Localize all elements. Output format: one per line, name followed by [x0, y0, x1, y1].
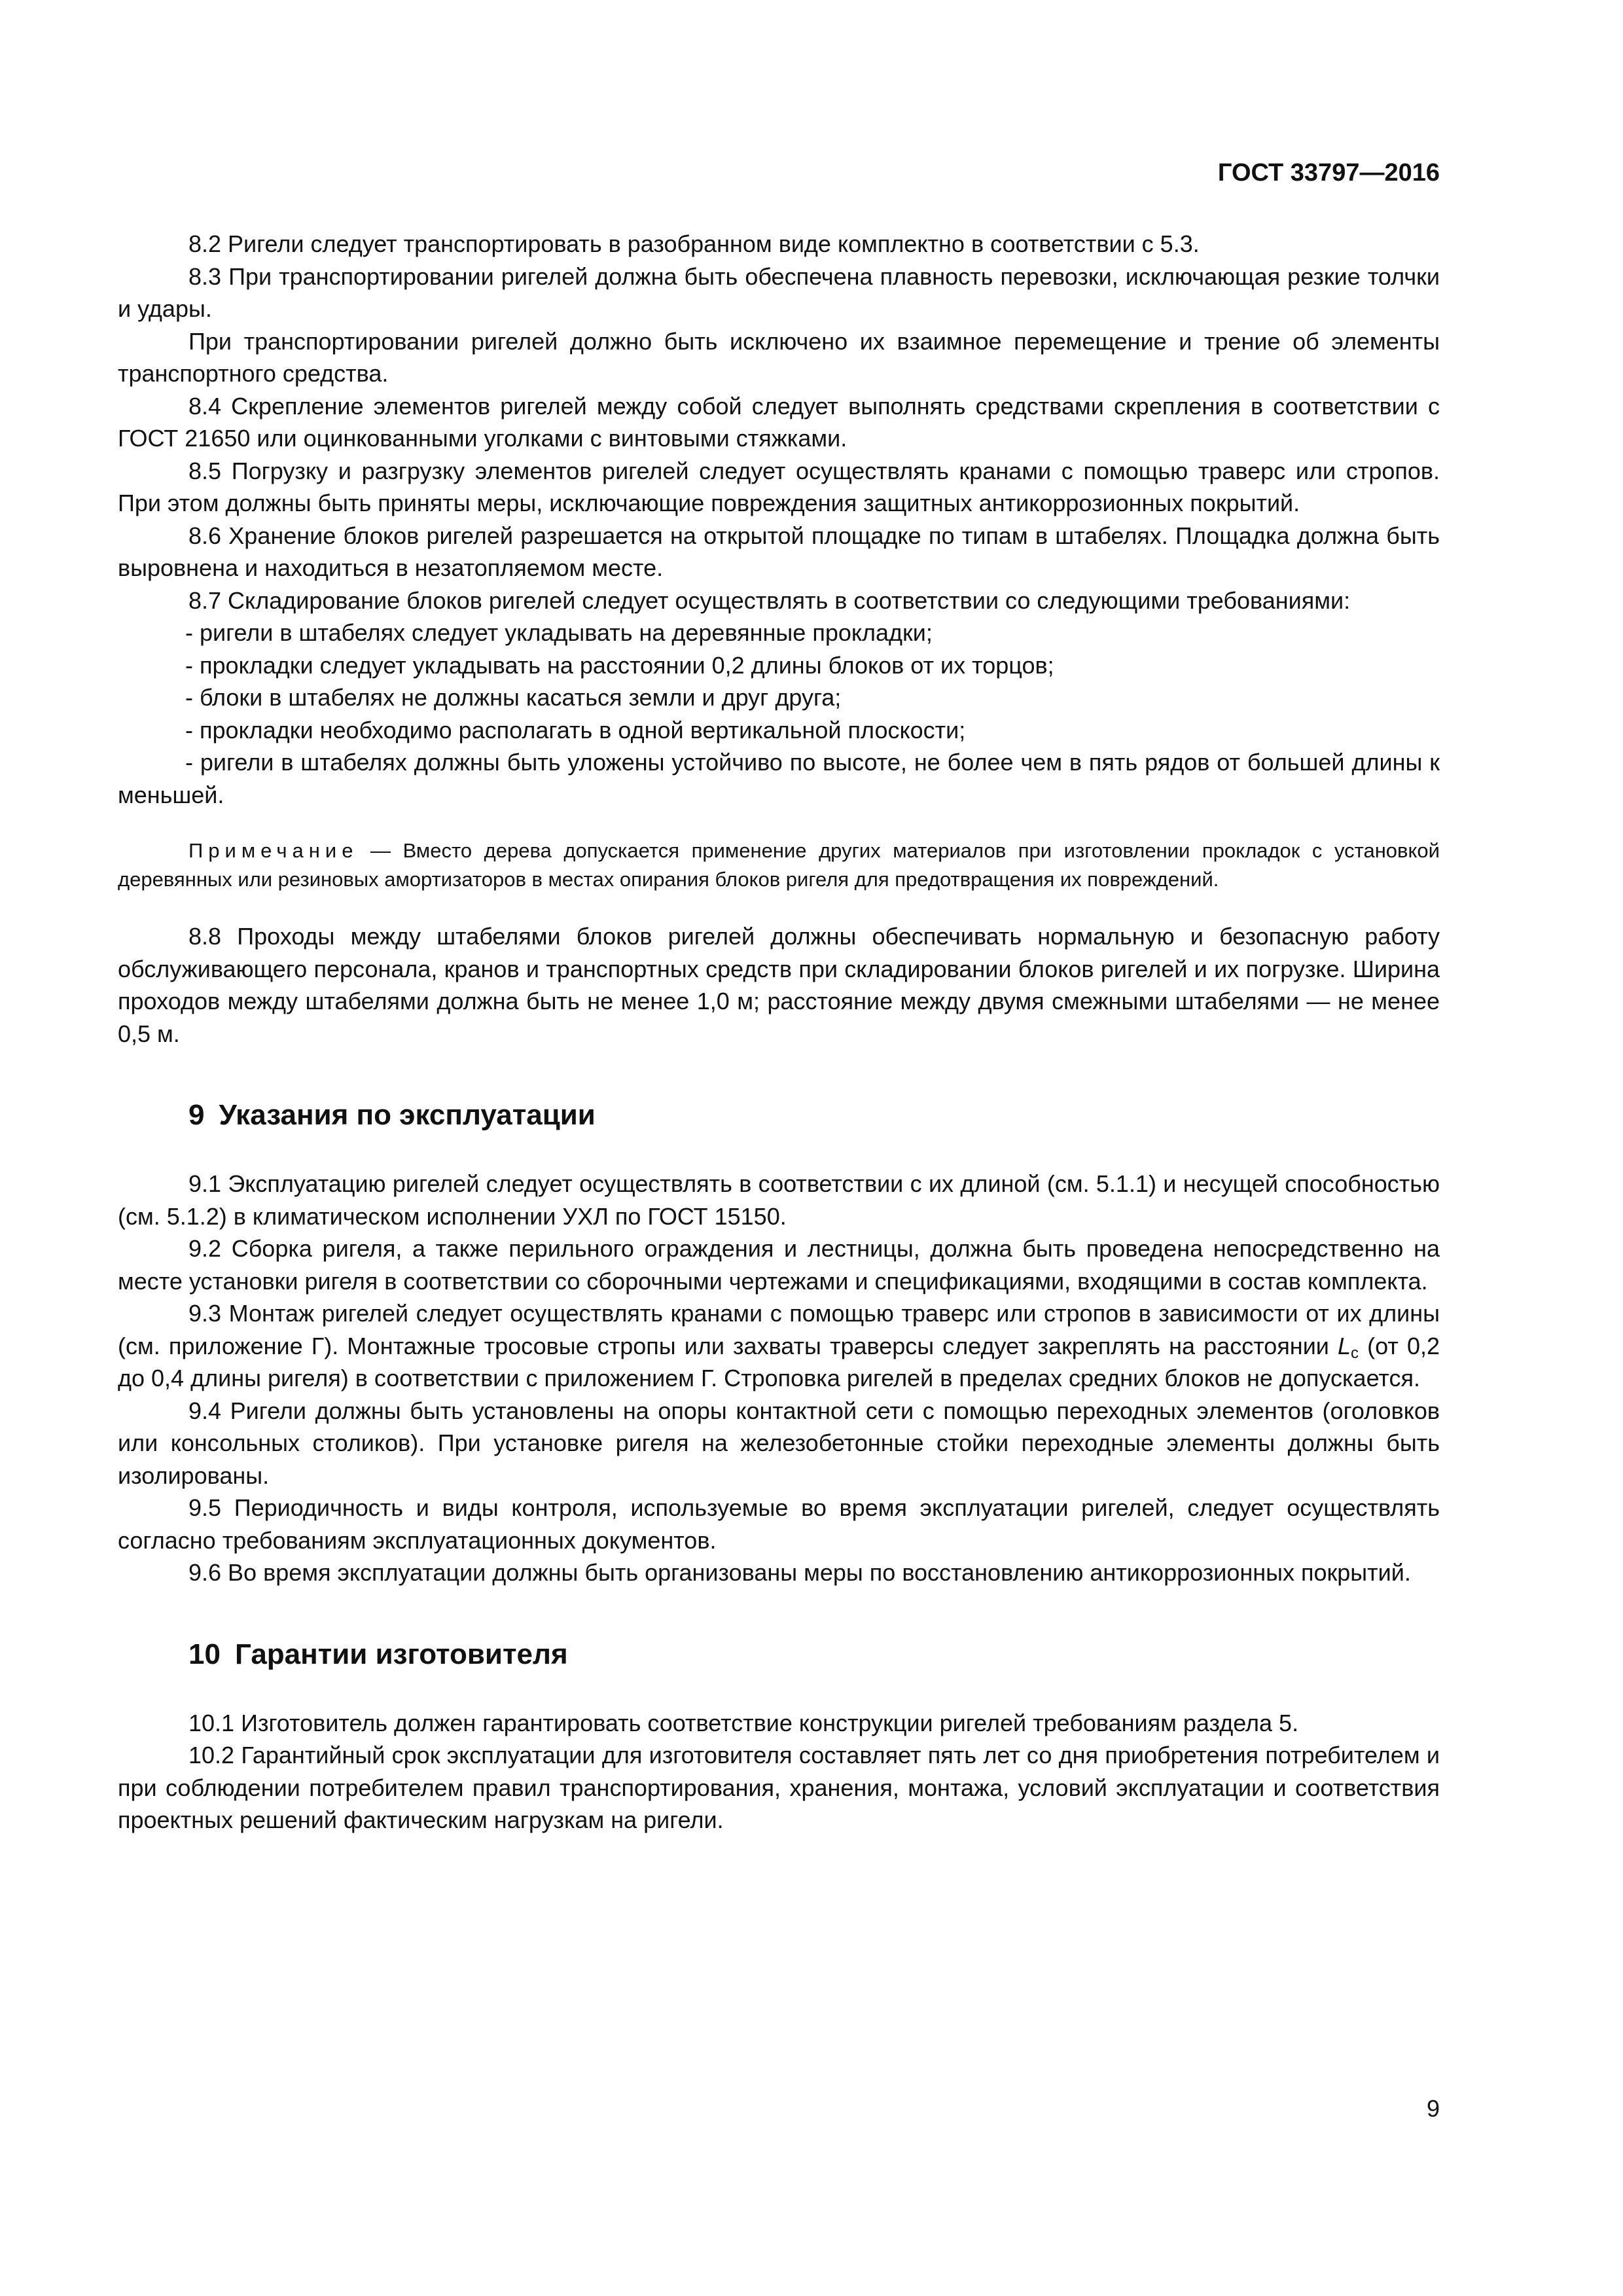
- paragraph-9-1: 9.1 Эксплуатацию ригелей следует осуществлять в соответствии с их длиной (см. 5.1.1) и несущей способностью (см. 5.1.2) в климатическом исполнении УХЛ по ГОСТ 15150.: [118, 1170, 1440, 1230]
- lc-symbol-letter: L: [1338, 1332, 1351, 1359]
- section-10-heading: [188, 1636, 1440, 1673]
- list-item: - блоки в штабелях не должны касаться земли и друг друга;: [185, 684, 842, 711]
- paragraph-8-2: 8.2 Ригели следует транспортировать в разобранном виде комплектно в соответствии с 5.3.: [188, 230, 1200, 257]
- note-paragraph: [118, 836, 1440, 894]
- document-page: [118, 157, 1440, 2238]
- paragraph-9-3-part-1: 9.3 Монтаж ригелей следует осуществлять кранами с помощью траверс или стропов в зависимости от их длины (см. приложение Г). Монтажные тросовые стропы или захваты траверсы следует закреплять на расстоянии: [118, 1300, 1440, 1359]
- lc-symbol: [1338, 1332, 1359, 1362]
- paragraph-9-4: 9.4 Ригели должны быть установлены на опоры контактной сети с помощью переходных элементов (оголовков или консольных столиков). При установке ригеля на железобетонные стойки переходные элементы должны быть изолированы.: [118, 1397, 1440, 1489]
- section-10-title: Гарантии изготовителя: [234, 1638, 568, 1670]
- list-item: - прокладки следует укладывать на расстоянии 0,2 длины блоков от их торцов;: [185, 651, 1054, 679]
- paragraph-8-7: 8.7 Складирование блоков ригелей следует осуществлять в соответствии со следующими требованиями:: [188, 586, 1351, 614]
- document-number-header: ГОСТ 33797—2016: [1217, 159, 1440, 187]
- paragraph-10-2: 10.2 Гарантийный срок эксплуатации для изготовителя составляет пять лет со дня приобретения потребителем и при соблюдении потребителем правил транспортирования, хранения, монтажа, условий эксплуатации и соответствия проектных решений фактическим нагрузкам на ригели.: [118, 1742, 1440, 1833]
- paragraph-9-3-part-2: (от 0,2 до 0,4 длины ригеля) в соответствии с приложением Г. Строповка ригелей в пределах средних блоков не допускается.: [118, 1332, 1440, 1391]
- section-9-number: 9: [188, 1099, 205, 1131]
- paragraph-9-6: 9.6 Во время эксплуатации должны быть организованы меры по восстановлению антикоррозионных покрытий.: [188, 1559, 1411, 1586]
- lc-symbol-subscript: c: [1351, 1344, 1359, 1362]
- paragraph-8-5: 8.5 Погрузку и разгрузку элементов ригелей следует осуществлять кранами с помощью траверс или стропов. При этом должны быть приняты меры, исключающие повреждения защитных антикоррозионных покрытий.: [118, 457, 1440, 516]
- paragraph-8-3: 8.3 При транспортировании ригелей должна быть обеспечена плавность перевозки, исключающая резкие толчки и удары.: [118, 262, 1440, 322]
- paragraph-10-1: 10.1 Изготовитель должен гарантировать соответствие конструкции ригелей требованиям раздела 5.: [188, 1709, 1299, 1736]
- paragraph-8-3-continued: При транспортировании ригелей должно быть исключено их взаимное перемещение и трение об элементы транспортного средства.: [118, 327, 1440, 387]
- list-item: - ригели в штабелях должны быть уложены устойчиво по высоте, не более чем в пять рядов от большей длины к меньшей.: [118, 749, 1440, 808]
- paragraph-8-6: 8.6 Хранение блоков ригелей разрешается на открытой площадке по типам в штабелях. Площадка должна быть выровнена и находиться в незатопляемом месте.: [118, 522, 1440, 581]
- paragraph-9-3: [118, 1297, 1440, 1395]
- note-text: — Вместо дерева допускается применение других материалов при изготовлении прокладок с установкой деревянных или резиновых амортизаторов в местах опирания блоков ригеля для предотвращения их повреждений.: [118, 839, 1440, 891]
- paragraph-9-5: 9.5 Периодичность и виды контроля, используемые во время эксплуатации ригелей, следует осуществлять согласно требованиям эксплуатационных документов.: [118, 1494, 1440, 1554]
- note-label: Примечание: [188, 839, 359, 862]
- section-9-heading: [188, 1097, 1440, 1134]
- section-9-title: Указания по эксплуатации: [219, 1099, 596, 1131]
- list-item: - прокладки необходимо располагать в одной вертикальной плоскости;: [185, 716, 966, 744]
- paragraph-8-4: 8.4 Скрепление элементов ригелей между собой следует выполнять средствами скрепления в соответствии с ГОСТ 21650 или оцинкованными уголками с винтовыми стяжками.: [118, 392, 1440, 452]
- page-number: 9: [1426, 2095, 1440, 2122]
- paragraph-8-8: 8.8 Проходы между штабелями блоков ригелей должны обеспечивать нормальную и безопасную работу обслуживающего персонала, кранов и транспортных средств при складировании блоков ригелей и их погрузке. Ширина проходов между штабелями должна быть не менее 1,0 м; расстояние между двумя смежными штабелями — не менее 0,5 м.: [118, 923, 1440, 1047]
- section-10-number: 10: [188, 1638, 221, 1670]
- page-content: [118, 228, 1440, 1837]
- list-item: - ригели в штабелях следует укладывать на деревянные прокладки;: [185, 619, 933, 646]
- paragraph-9-2: 9.2 Сборка ригеля, а также перильного ограждения и лестницы, должна быть проведена непосредственно на месте установки ригеля в соответствии со сборочными чертежами и спецификациями, входящими в состав комплекта.: [118, 1235, 1440, 1295]
